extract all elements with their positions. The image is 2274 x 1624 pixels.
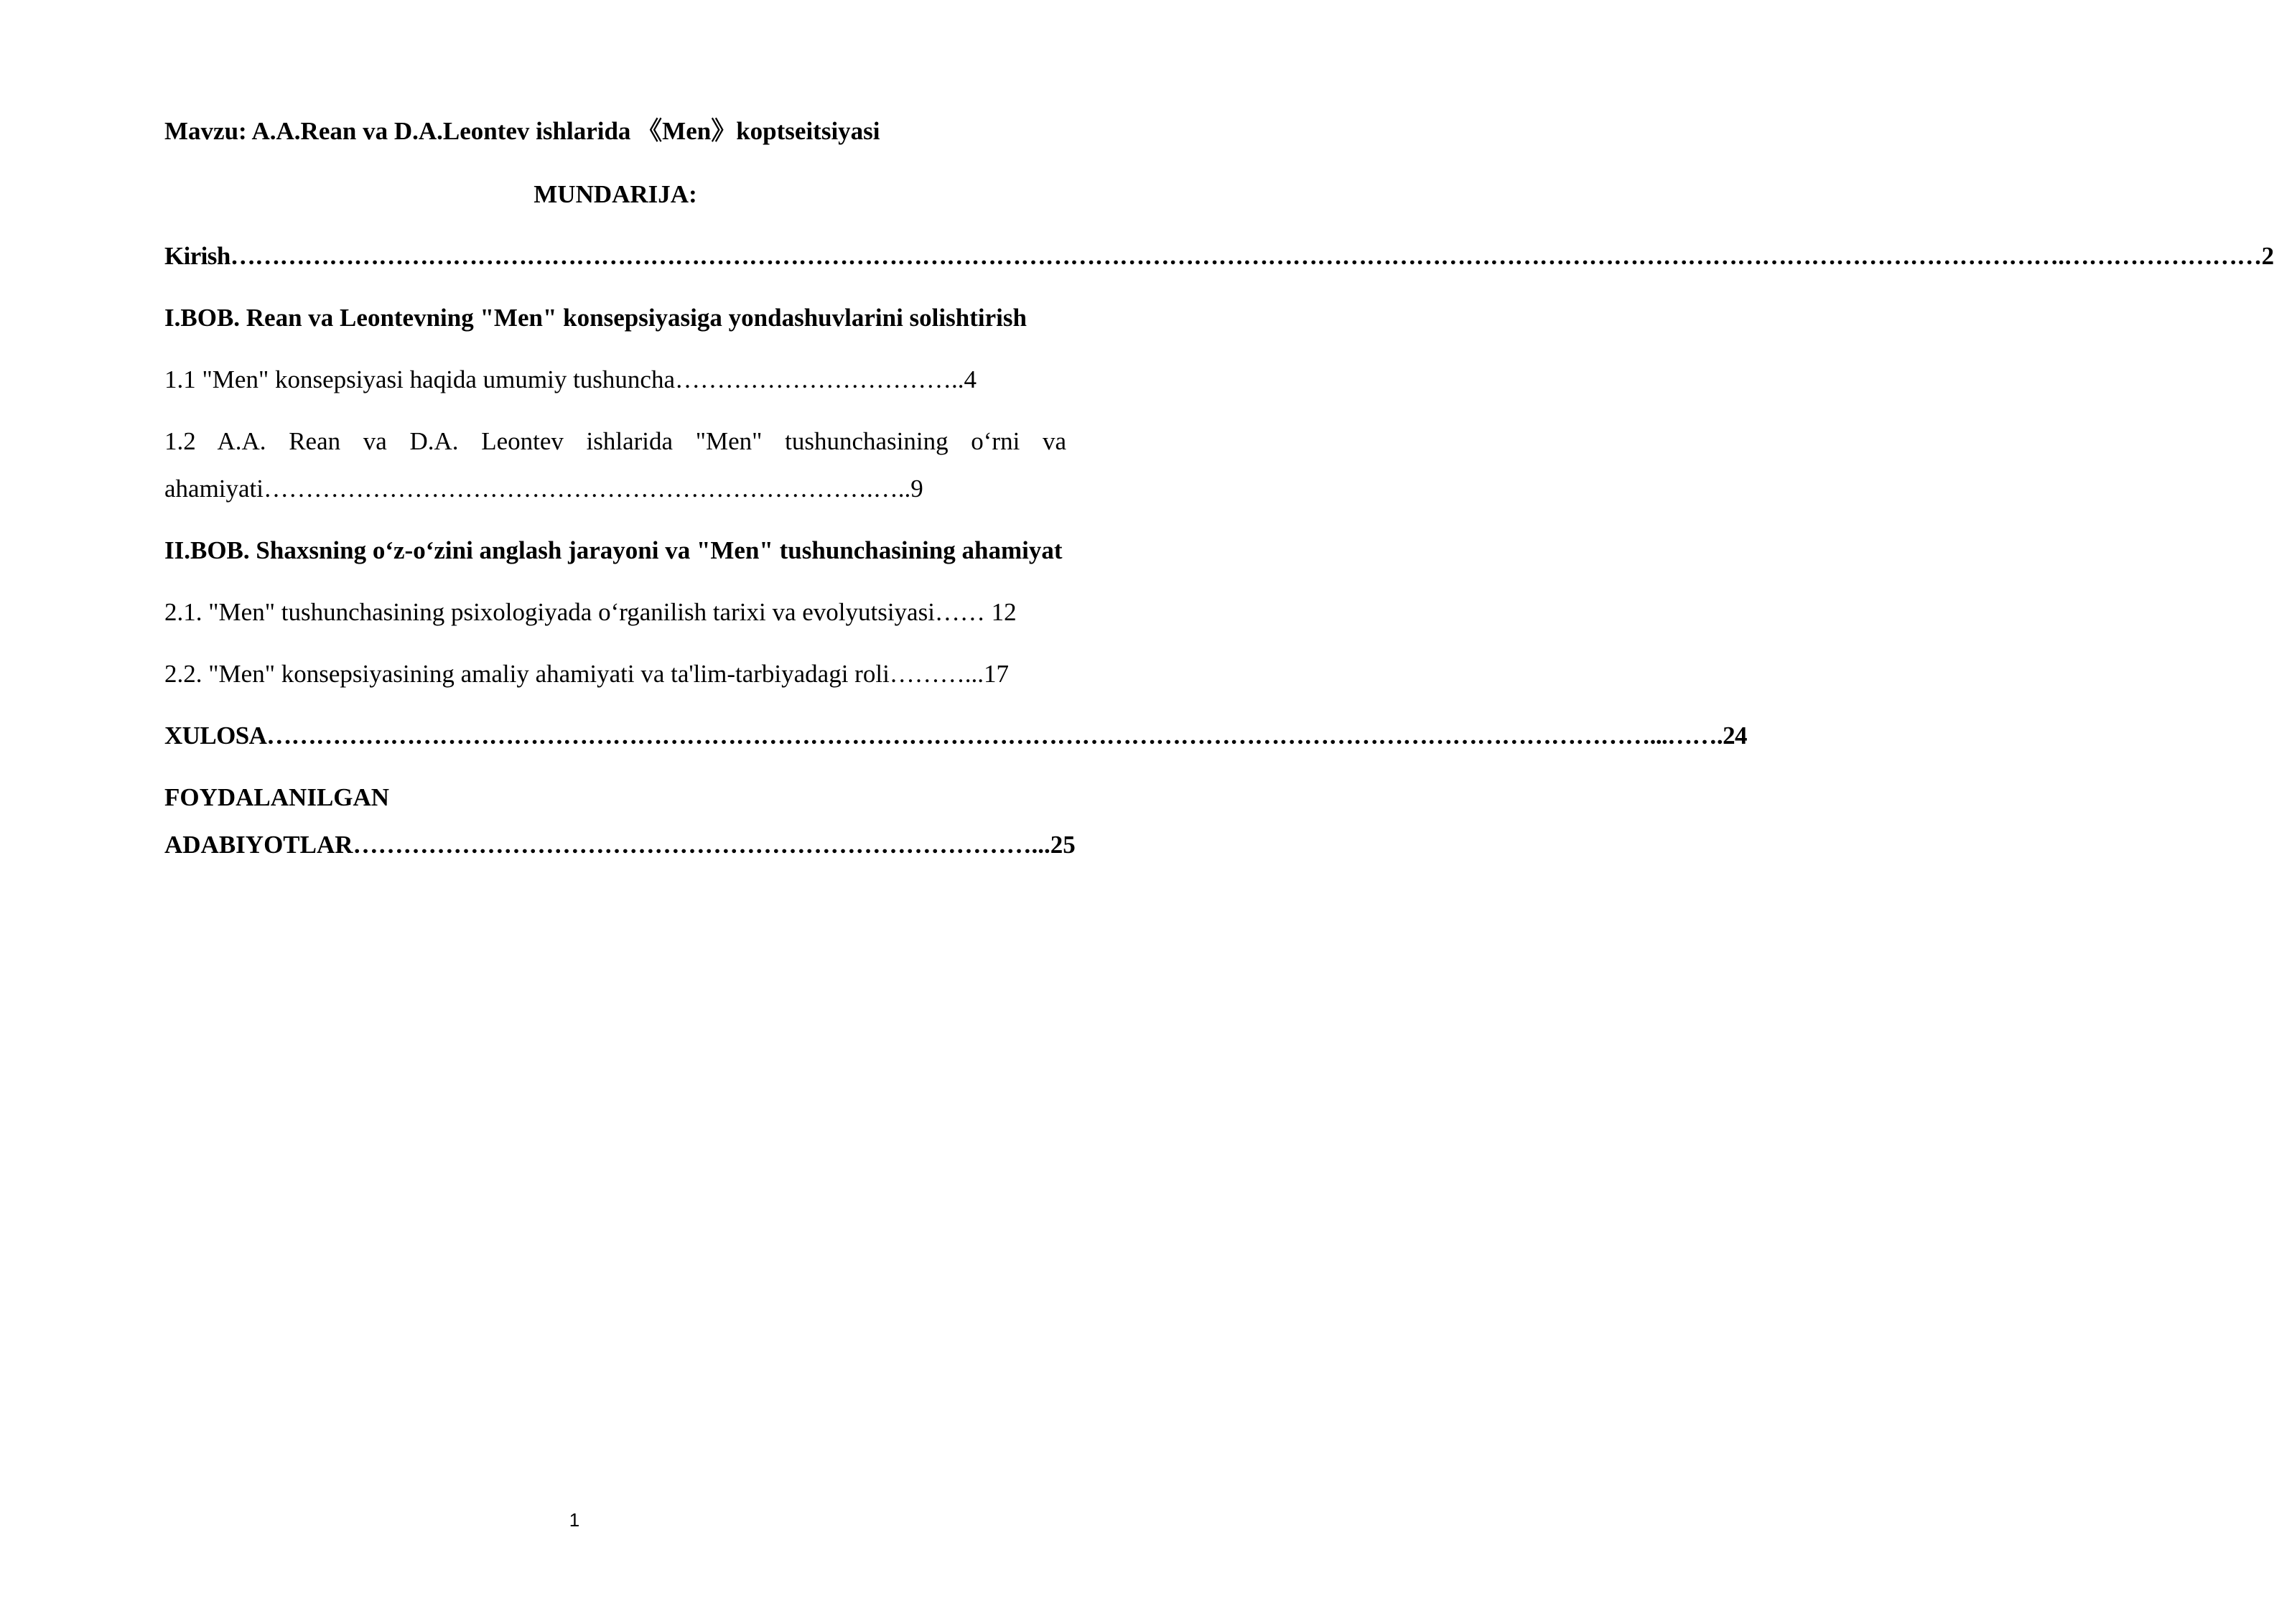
toc-entry-kirish: Kirish…………………………………………………………………………………………………………………………………………………………………………………………………….……………………2 xyxy=(164,242,2274,270)
toc-entry-chapter-2: II.BOB. Shaxsning o‘z-o‘zini anglash jarayoni va "Men" tushunchasining ahamiyat xyxy=(164,536,1063,564)
toc-entry-2-2: 2.2. "Men" konsepsiyasining amaliy ahamiyati va ta'lim-tarbiyadagi roli………...17 xyxy=(164,660,1010,688)
toc-entry-1-2: 1.2 A.A. Rean va D.A. Leontev ishlarida "Men" tushunchasining o‘rni va ahamiyati……………………………………………………………….…..9 xyxy=(164,427,1066,503)
toc-heading: MUNDARIJA: xyxy=(533,180,697,208)
toc-entry-xulosa: XULOSA……………………………………………………………………………………………………………………………………………………...…….24 xyxy=(164,722,1747,750)
document-title: Mavzu: A.A.Rean va D.A.Leontev ishlarida 《Men》koptseitsiyasi xyxy=(164,117,880,145)
toc-entry-2-1: 2.1. "Men" tushunchasining psixologiyada o‘rganilish tarixi va evolyutsiyasi…… 12 xyxy=(164,598,1017,626)
page-content xyxy=(164,108,2274,883)
toc-entry-chapter-1: I.BOB. Rean va Leontevning "Men" konsepsiyasiga yondashuvlarini solishtirish xyxy=(164,304,1027,332)
toc-entry-references: FOYDALANILGAN ADABIYOTLAR………………………………………………………………………...25 xyxy=(164,783,1076,859)
page-number: 1 xyxy=(569,1509,580,1531)
toc-entry-1-1: 1.1 "Men" konsepsiyasi haqida umumiy tushuncha……………………………..4 xyxy=(164,365,977,393)
